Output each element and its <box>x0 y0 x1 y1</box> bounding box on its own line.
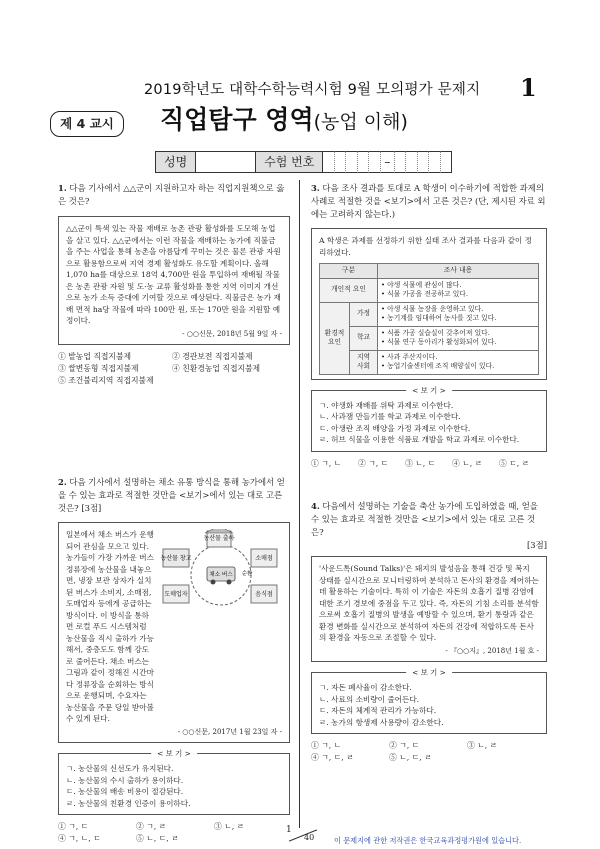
exam-header <box>0 73 600 102</box>
bogi-item: ㄴ. 사료의 소비량이 줄어든다. <box>319 694 420 704</box>
choice-5[interactable]: ⑤ ㄴ, ㄷ, ㄹ <box>136 834 179 843</box>
choice-2[interactable]: ② ㄱ, ㄷ <box>358 458 389 468</box>
bogi-label: < 보 기 > <box>151 748 197 760</box>
figure-label-farm: 농산물 출하 <box>203 535 235 542</box>
figure-label-bus: 채소 버스 <box>209 572 233 578</box>
answer-choices <box>58 351 290 387</box>
article-source: - ○○신문, 2017년 1월 23일 자 - <box>177 727 282 736</box>
question-text: 다음에서 설명하는 기술을 축산 농가에 도입하였을 때, 얻을 수 있는 효과로 적절한 것만을 <보기>에서 있는 대로 고른 것은? <box>311 501 538 537</box>
subject-subtitle: (농업 이해) <box>313 111 408 133</box>
choice-5[interactable]: ⑤ ㄴ, ㄷ, ㄹ <box>389 753 432 762</box>
name-label: 성명 <box>155 151 196 173</box>
figure-label-consumer: 음식점 <box>255 591 273 598</box>
bogi-item: ㄱ. 자돈 폐사율이 감소한다. <box>319 683 412 692</box>
choice-1[interactable]: ① ㄱ, ㄷ <box>58 822 89 831</box>
figure-label-warehouse: 농산물 창고 <box>160 555 192 562</box>
bogi-item: ㄷ. 자돈의 체계적 관리가 가능하다. <box>319 706 437 715</box>
survey-table <box>319 263 539 375</box>
bogi-box <box>311 385 547 452</box>
table-row <box>320 302 539 326</box>
figure-label-circulation: 순환 <box>241 571 253 577</box>
survey-box <box>311 228 547 380</box>
bogi-item: ㄱ. 야생화 재배를 위탁 과제로 이수한다. <box>319 400 454 410</box>
table-cell-group: 환경적 요인 <box>320 302 350 374</box>
bogi-box <box>58 749 290 815</box>
student-id-row <box>155 151 452 173</box>
bogi-item: ㄹ. 허브 식물을 이용한 식품료 개발을 학교 과제로 이수한다. <box>319 435 520 444</box>
table-row <box>320 278 539 302</box>
answer-choices <box>58 821 290 845</box>
choice-4[interactable]: ④ ㄴ, ㄹ <box>452 458 483 468</box>
copyright-note: 이 문제지에 관한 저작권은 한국교육과정평가원에 있습니다. <box>334 836 522 845</box>
bogi-item: ㄷ. 아생란 조직 배양을 가정 과제로 이수한다. <box>319 423 471 433</box>
table-cell-item: • 야생 식물에 관심이 많다. <box>381 280 462 289</box>
bogi-item: ㄴ. 사과잼 만들기를 학교 과제로 이수한다. <box>319 412 461 421</box>
answer-choices <box>311 740 547 764</box>
session-badge: 제 4 교시 <box>50 111 124 137</box>
question-number: 4. <box>311 501 320 511</box>
table-header: 조사 내용 <box>378 264 539 279</box>
choice-3[interactable]: ③ 쌀변동형 직접지불제 <box>58 364 139 373</box>
question-stem <box>58 182 290 208</box>
bogi-item: ㄹ. 농가의 항생제 사용량이 감소한다. <box>319 717 444 727</box>
table-cell-item: • 사과 주산지이다. <box>381 352 438 361</box>
figure-label-retail: 소매점 <box>255 555 273 562</box>
question-number: 1. <box>58 183 67 193</box>
table-cell-sub: 지역 사회 <box>350 350 378 374</box>
choice-3[interactable]: ③ ㄴ, ㄹ <box>467 741 498 750</box>
question-1 <box>58 182 290 387</box>
table-row <box>320 350 539 374</box>
bogi-item: ㄴ. 농산물의 수시 출하가 용이하다. <box>66 775 184 785</box>
survey-intro: A 학생은 과제를 선정하기 위한 실태 조사 결과를 다음과 같이 정리하였다. <box>319 236 533 257</box>
question-stem <box>311 182 547 221</box>
question-3 <box>311 182 547 470</box>
current-page: 1 <box>286 825 292 835</box>
choice-2[interactable]: ② 경관보전 직접지불제 <box>172 352 253 361</box>
exam-number-field[interactable] <box>323 151 452 173</box>
choice-1[interactable]: ① ㄱ, ㄴ <box>311 741 342 750</box>
question-number: 2. <box>58 477 67 487</box>
table-row <box>320 326 539 350</box>
total-pages: 40 <box>304 833 315 842</box>
table-cell-item: • 농업기술센터에 조직 배양실이 있다. <box>381 362 495 370</box>
question-stem <box>311 500 547 539</box>
bogi-label: < 보 기 > <box>406 667 452 679</box>
subject-name: 직업탐구 영역 <box>160 105 314 134</box>
choice-3[interactable]: ③ ㄴ, ㄹ <box>214 822 245 831</box>
choice-4[interactable]: ④ ㄱ, ㄴ, ㄷ <box>58 834 101 843</box>
question-stem <box>58 476 290 515</box>
points-label: [3점] <box>527 540 547 550</box>
bogi-label: < 보 기 > <box>406 385 452 397</box>
choice-4[interactable]: ④ 친환경농업 직접지불제 <box>172 364 261 373</box>
question-text: 다음 기사에서 설명하는 채소 유통 방식을 통해 농가에서 얻을 수 있는 효과로 적절한 것만을 <보기>에서 있는 대로 고른 것은? [3점] <box>58 477 285 513</box>
table-cell-item: • 아생 식물 농장을 운영하고 있다. <box>381 304 484 313</box>
bogi-item: ㄹ. 농산물의 친환경 인증이 용이하다. <box>66 798 191 808</box>
question-number: 3. <box>311 183 320 193</box>
article-box <box>58 216 290 345</box>
question-text: 다음 기사에서 △△군이 지원하고자 하는 직업지원책으로 옳은 것은? <box>58 183 285 206</box>
answer-choices <box>311 458 547 470</box>
vegetable-bus-illustration <box>159 529 283 621</box>
column-divider <box>299 180 300 828</box>
question-text: 다음 조사 결과를 토대로 A 학생이 이수하기에 적합한 과제의 사례로 적절한 것을 <보기>에서 고른 것은? (단, 제시된 자료 외에는 고려하지 않는다.) <box>311 183 546 219</box>
bogi-box <box>311 668 547 734</box>
page-number: 1 <box>520 73 537 102</box>
table-cell-item: • 농기계를 임대하여 농사를 짓고 있다. <box>381 314 497 322</box>
table-cell-sub: 가정 <box>350 302 378 326</box>
article-text: 일본에서 채소 버스가 운행되어 관심을 모으고 있다. 농가들이 가장 가까운 버스 정류장에 농산물을 내놓으면, 냉장 보관 상자가 실치된 버스가 소비지, 소매점, 도매업자 등에게 공급하는 방식이다. 이 방식을 통하면 로컬 푸드 시스템처럼 농산물을 직시 출하가 가능해서, 중층도도 함께 강도로 줄어든다. 채소 버스는 그림과 같이 정해진 시간마다 정류장을 순회하는 방식으로 운행되며, 수요자는 농산물을 주문 당일 받아볼 수 있게 된다. <box>66 530 154 723</box>
exam-title: 2019학년도 대학수학능력시험 9월 모의평가 문제지 <box>144 82 481 98</box>
table-cell-item: • 식물 가공을 전공하고 있다. <box>381 290 469 298</box>
exam-number-label: 수험 번호 <box>256 151 323 173</box>
bogi-item: ㄱ. 농산물의 신선도가 유지된다. <box>66 764 174 773</box>
choice-1[interactable]: ① ㄱ, ㄴ <box>311 458 342 468</box>
table-cell-sub: 학교 <box>350 326 378 350</box>
figure-label-wholesale: 도매업자 <box>164 591 188 598</box>
exam-number-dash: – <box>381 151 395 173</box>
article-source: - ○○신문, 2018년 5월 9일 자 - <box>182 329 282 338</box>
article-source: - 『○○지』, 2018년 1월 호 - <box>445 646 539 655</box>
table-cell-item: • 식품 가공 실습실이 갖추어져 있다. <box>381 328 490 337</box>
table-cell-item: • 식물 연구 동아리가 활성화되어 있다. <box>381 338 497 346</box>
bogi-item: ㄷ. 농산물의 배송 비용이 절감된다. <box>66 787 184 796</box>
table-cell-group: 개인적 요인 <box>320 278 378 302</box>
choice-3[interactable]: ③ ㄴ, ㄷ <box>405 458 436 468</box>
article-text: △△군이 특색 있는 작물 재배로 농촌 관광 활성화를 도모해 농업을 살고 있다. △△군에서는 이런 작물을 재배하는 농가에 직불금을 주는 사업을 통해 농촌을 아름답게 꾸미는 것은 물론 관광 자원으로 활용함으로써 지역 경제 활성화도 유도할 계획이다. 올해 1,070 ha를 대상으로 18억 4,700만 원을 투입하여 재배될 작물은 농촌 관광 자원 및 도·농 교류 활성화를 통한 지역 이미지 개선으로 농가 소득 증대에 기여할 것으로 예상된다. 직불금은 농가 재배 면적 ha당 작물에 따라 100만 원, 또는 170만 원을 지원할 예정이다. <box>66 224 281 325</box>
choice-5[interactable]: ⑤ ㄷ, ㄹ <box>499 458 530 468</box>
choice-5[interactable]: ⑤ 조건불리지역 직접지불제 <box>58 376 154 385</box>
choice-2[interactable]: ② ㄱ, ㄷ <box>389 741 420 750</box>
table-header: 구분 <box>320 264 378 279</box>
article-box <box>58 522 290 743</box>
article-text: '사운드톡(Sound Talks)'은 돼지의 발성음을 통해 건강 및 복지 상태를 실시간으로 모니터링하여 분석하고 돈사의 환경을 제어하는 데 활용하는 기술이다. 특히 이 기술은 자돈의 호흡기 질병 감염에 대한 조기 경보에 중점을 두고 있다. 즉, 자돈의 기침 소리를 분석함으로써 호흡기 질병의 발생을 예방할 수 있으며, 환기 통랑과 같은 환경 변화를 실시간으로 분석하여 자돈의 건강에 적합하도록 돈사의 환경을 자동으로 조절할 수 있다. <box>319 564 539 642</box>
question-2 <box>58 476 290 845</box>
subject-title <box>160 100 408 136</box>
name-field[interactable] <box>196 151 256 173</box>
question-4 <box>311 500 547 764</box>
choice-2[interactable]: ② ㄱ, ㄹ <box>136 822 167 831</box>
choice-4[interactable]: ④ ㄱ, ㄷ, ㄹ <box>311 753 354 762</box>
choice-1[interactable]: ① 밭농업 직접지불제 <box>58 352 132 361</box>
article-box <box>311 556 547 662</box>
page-indicator <box>284 825 324 846</box>
